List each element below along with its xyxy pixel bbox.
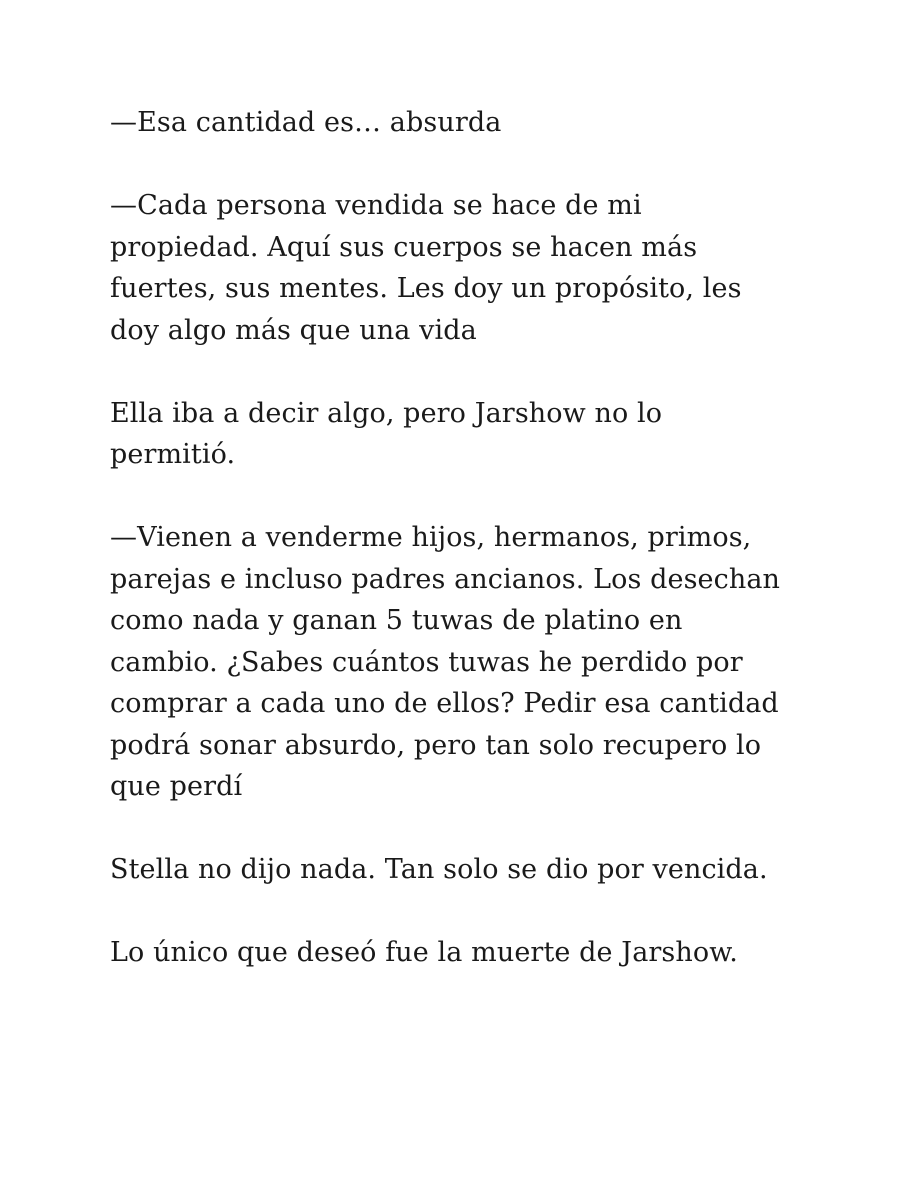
paragraph-dialogue-property: —Cada persona vendida se hace de mi propiedad. Aquí sus cuerpos se hacen más fuertes, sus mentes. Les doy un propósito, les doy algo más que una vida [110, 190, 742, 346]
story-text-page [110, 102, 800, 1015]
paragraph-narration-stella: Stella no dijo nada. Tan solo se dio por vencida. [110, 854, 768, 885]
paragraph-narration-interrupt: Ella iba a decir algo, pero Jarshow no lo permitió. [110, 397, 663, 470]
paragraph-dialogue-quantity: —Esa cantidad es… absurda [110, 107, 502, 138]
paragraph-narration-wish: Lo único que deseó fue la muerte de Jarshow. [110, 937, 738, 968]
paragraph-dialogue-sellers: —Vienen a venderme hijos, hermanos, primos, parejas e incluso padres ancianos. Los desechan como nada y ganan 5 tuwas de platino en cambio. ¿Sabes cuántos tuwas he perdido por comprar a cada uno de ellos? Pedir esa cantidad podrá sonar absurdo, pero tan solo recupero lo que perdí [110, 522, 781, 802]
